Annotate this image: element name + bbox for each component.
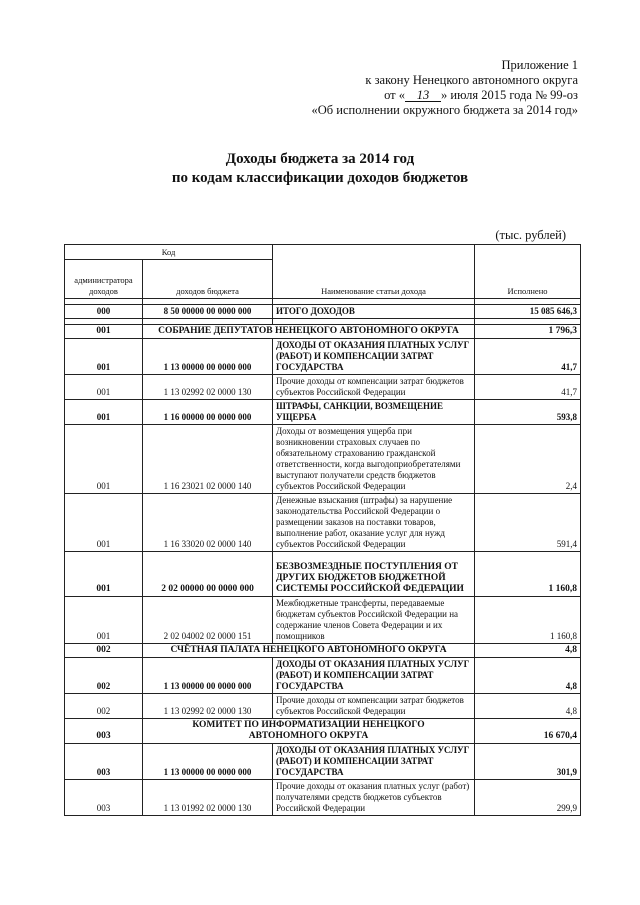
- row-value: 1 160,8: [475, 552, 581, 597]
- table-row: [65, 552, 581, 597]
- row-code: 1 13 02992 02 0000 130: [143, 375, 273, 400]
- row-name: Прочие доходы от компенсации затрат бюджетов субъектов Российской Федерации: [273, 375, 475, 400]
- title-line-2: по кодам классификации доходов бюджетов: [171, 170, 469, 186]
- row-name: СОБРАНИЕ ДЕПУТАТОВ НЕНЕЦКОГО АВТОНОМНОГО ОКРУГА: [143, 325, 475, 339]
- row-admin: 001: [65, 552, 143, 597]
- title-line-1: Доходы бюджета за 2014 год: [225, 151, 415, 167]
- row-admin: 001: [65, 400, 143, 425]
- table-row: [65, 719, 581, 744]
- row-admin: 002: [65, 658, 143, 694]
- row-name: ДОХОДЫ ОТ ОКАЗАНИЯ ПЛАТНЫХ УСЛУГ (РАБОТ) И КОМПЕНСАЦИИ ЗАТРАТ ГОСУДАРСТВА: [273, 339, 475, 375]
- row-admin: 001: [65, 597, 143, 644]
- row-value: 301,9: [475, 744, 581, 780]
- appendix-line-1: Приложение 1: [501, 58, 578, 72]
- row-value: 593,8: [475, 400, 581, 425]
- row-admin: 003: [65, 719, 143, 744]
- row-name: Межбюджетные трансферты, передаваемые бюджетам субъектов Российской Федерации на содержание членов Совета Федерации и их помощников: [273, 597, 475, 644]
- row-admin: 003: [65, 744, 143, 780]
- appendix-line-3: [312, 88, 579, 103]
- row-admin: 001: [65, 375, 143, 400]
- row-name: ШТРАФЫ, САНКЦИИ, ВОЗМЕЩЕНИЕ УЩЕРБА: [273, 400, 475, 425]
- table-row: [65, 644, 581, 658]
- row-name: Денежные взыскания (штрафы) за нарушение законодательства Российской Федерации о размещении заказов на поставки товаров, выполнение работ, оказание услуг для нужд субъектов Российской Федерации: [273, 494, 475, 552]
- header-name: Наименование статьи дохода: [273, 245, 475, 299]
- appendix-line-2: к закону Ненецкого автономного округа: [365, 73, 578, 87]
- row-code: 1 13 00000 00 0000 000: [143, 658, 273, 694]
- header-row-1: [65, 245, 581, 260]
- table-row: [65, 744, 581, 780]
- row-value: 2,4: [475, 425, 581, 494]
- row-value: 1 160,8: [475, 597, 581, 644]
- header-code: Код: [65, 245, 273, 260]
- row-name: СЧЁТНАЯ ПАЛАТА НЕНЕЦКОГО АВТОНОМНОГО ОКРУГА: [143, 644, 475, 658]
- table-row: [65, 325, 581, 339]
- row-value: 4,8: [475, 658, 581, 694]
- units-label: (тыс. рублей): [495, 228, 566, 242]
- table-row: [65, 780, 581, 816]
- row-admin: 002: [65, 694, 143, 719]
- header-admin: администратора доходов: [65, 260, 143, 299]
- row-value: 299,9: [475, 780, 581, 816]
- header-executed: Исполнено: [475, 245, 581, 299]
- row-name: БЕЗВОЗМЕЗДНЫЕ ПОСТУПЛЕНИЯ ОТ ДРУГИХ БЮДЖЕТОВ БЮДЖЕТНОЙ СИСТЕМЫ РОССИЙСКОЙ ФЕДЕРАЦИИ: [273, 552, 475, 597]
- total-name: ИТОГО ДОХОДОВ: [273, 305, 475, 319]
- row-admin: 001: [65, 325, 143, 339]
- row-admin: 001: [65, 494, 143, 552]
- appendix-day-number: 13: [405, 89, 441, 102]
- total-code: 8 50 00000 00 0000 000: [143, 305, 273, 319]
- table-row: [65, 375, 581, 400]
- total-admin: 000: [65, 305, 143, 319]
- table-row: [65, 597, 581, 644]
- row-value: 591,4: [475, 494, 581, 552]
- row-code: 1 16 00000 00 0000 000: [143, 400, 273, 425]
- row-name: ДОХОДЫ ОТ ОКАЗАНИЯ ПЛАТНЫХ УСЛУГ (РАБОТ) И КОМПЕНСАЦИИ ЗАТРАТ ГОСУДАРСТВА: [273, 744, 475, 780]
- row-value: 41,7: [475, 375, 581, 400]
- table-row: [65, 400, 581, 425]
- row-code: 1 13 01992 02 0000 130: [143, 780, 273, 816]
- row-admin: 001: [65, 339, 143, 375]
- table-row: [65, 658, 581, 694]
- budget-table: [64, 244, 581, 816]
- appendix-line-4: «Об исполнении окружного бюджета за 2014 год»: [311, 103, 578, 117]
- row-code: 1 13 00000 00 0000 000: [143, 339, 273, 375]
- table-row: [65, 425, 581, 494]
- row-code: 2 02 04002 02 0000 151: [143, 597, 273, 644]
- table-row: [65, 339, 581, 375]
- row-value: 4,8: [475, 694, 581, 719]
- table-row: [65, 494, 581, 552]
- header-income: доходов бюджета: [143, 260, 273, 299]
- row-value: 4,8: [475, 644, 581, 658]
- appendix-block: [312, 58, 579, 118]
- row-value: 41,7: [475, 339, 581, 375]
- row-admin: 002: [65, 644, 143, 658]
- row-name: КОМИТЕТ ПО ИНФОРМАТИЗАЦИИ НЕНЕЦКОГО АВТОНОМНОГО ОКРУГА: [143, 719, 475, 744]
- row-admin: 003: [65, 780, 143, 816]
- total-row: [65, 305, 581, 319]
- row-code: 1 13 00000 00 0000 000: [143, 744, 273, 780]
- table-row: [65, 694, 581, 719]
- total-value: 15 085 646,3: [475, 305, 581, 319]
- row-code: 1 16 33020 02 0000 140: [143, 494, 273, 552]
- row-value: 16 670,4: [475, 719, 581, 744]
- row-name: ДОХОДЫ ОТ ОКАЗАНИЯ ПЛАТНЫХ УСЛУГ (РАБОТ) И КОМПЕНСАЦИИ ЗАТРАТ ГОСУДАРСТВА: [273, 658, 475, 694]
- appendix-date-prefix: от «: [384, 88, 406, 102]
- row-admin: 001: [65, 425, 143, 494]
- row-code: 2 02 00000 00 0000 000: [143, 552, 273, 597]
- row-name: Прочие доходы от оказания платных услуг (работ) получателями средств бюджетов субъектов Российской Федерации: [273, 780, 475, 816]
- appendix-date-suffix: » июля 2015 года № 99-оз: [441, 88, 578, 102]
- table-body: [65, 245, 581, 816]
- row-code: 1 13 02992 02 0000 130: [143, 694, 273, 719]
- row-code: 1 16 23021 02 0000 140: [143, 425, 273, 494]
- row-name: Доходы от возмещения ущерба при возникновении страховых случаев по обязательному страхованию гражданской ответственности, когда выгодоприобретателями выступают получатели средств бюджетов субъектов Российской Федерации: [273, 425, 475, 494]
- row-value: 1 796,3: [475, 325, 581, 339]
- row-name: Прочие доходы от компенсации затрат бюджетов субъектов Российской Федерации: [273, 694, 475, 719]
- page-title: [0, 150, 640, 188]
